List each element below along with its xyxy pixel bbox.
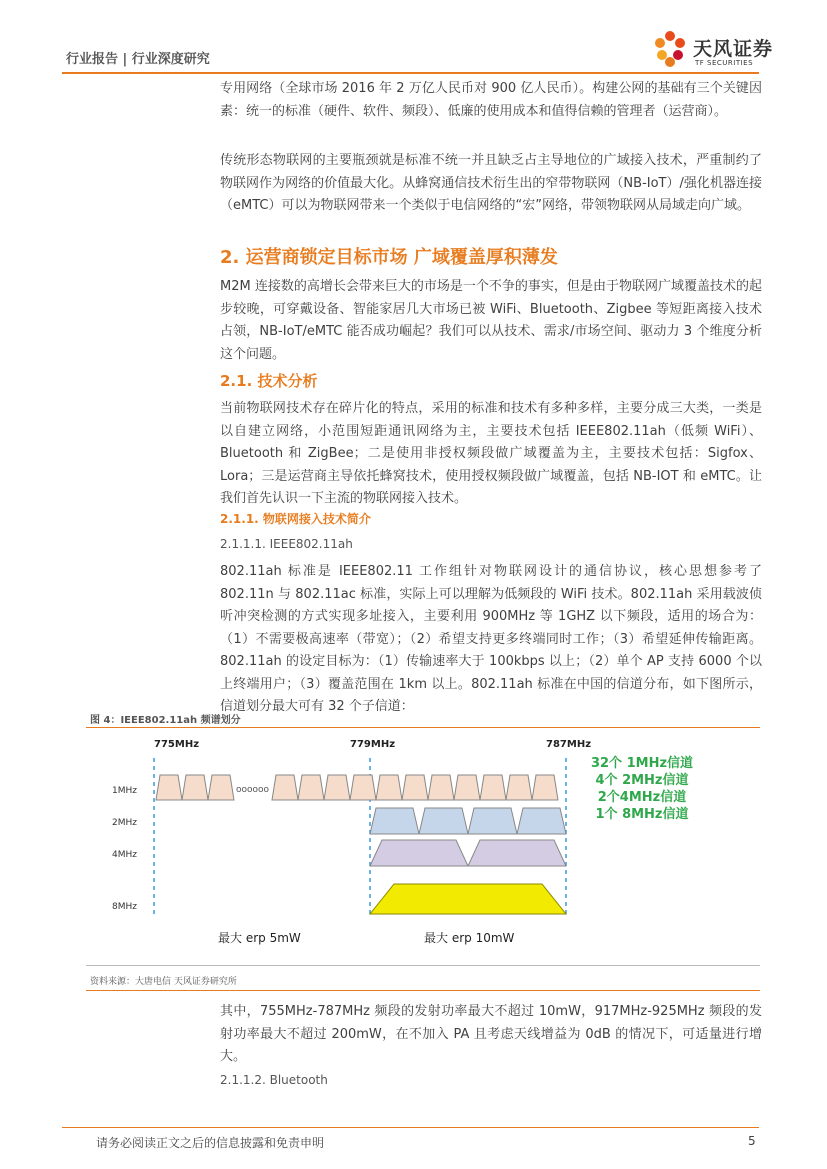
section-heading-2-1-1: 2.1.1. 物联网接入技术简介 xyxy=(220,512,371,526)
paragraph-iot-tech: 当前物联网技术存在碎片化的特点，采用的标准和技术有多种多样，主要分成三大类，一类是以自建立网络，小范围短距通讯网络为主，主要技术包括 IEEE802.11ah（低频 WiFi）、Bluetooth 和 ZigBee；二是使用非授权频段做广域覆盖为主，主要技术包括：Sigfox、Lora；三是运营商主导依托蜂窝技术，使用授权频段做广域覆盖，包括 NB-IOT 和 eMTC。让我们首先认识一下主流的物联网接入技术。 xyxy=(220,401,762,506)
spectrum-diagram xyxy=(86,730,760,970)
channel-1mhz xyxy=(272,775,298,800)
logo-flower-icon xyxy=(650,28,692,72)
channel-4mhz xyxy=(370,840,468,866)
logo-name: 天风证券 xyxy=(693,38,774,60)
footer-disclaimer: 请务必阅读正文之后的信息披露和免责申明 xyxy=(96,1136,325,1150)
channel-1mhz xyxy=(182,775,208,800)
figure-top-divider xyxy=(86,727,760,728)
erp-right: 最大 erp 10mW xyxy=(424,931,515,945)
channel-1mhz xyxy=(350,775,376,800)
section-heading-2-1: 2.1. 技术分析 xyxy=(220,372,318,390)
logo-subtitle: TF SECURITIES xyxy=(695,59,754,67)
figure-bottom-divider xyxy=(86,965,760,966)
channel-1mhz xyxy=(324,775,350,800)
paragraph-bottleneck: 传统形态物联网的主要瓶颈就是标准不统一并且缺乏占主导地位的广域接入技术，严重制约了物联网作为网络的价值最大化。从蜂窝通信技术衍生出的窄带物联网（NB-IoT）/强化机器连接（eMTC）可以为物联网带来一个类似于电信网络的“宏”网络，带领物联网从局域走向广域。 xyxy=(220,153,762,213)
freq-label-787: 787MHz xyxy=(546,739,592,750)
row-label-1mhz: 1MHz xyxy=(112,786,137,796)
figure-title: 图 4：IEEE802.11ah 频谱划分 xyxy=(90,715,241,726)
paragraph-m2m: M2M 连接数的高增长会带来巨大的市场是一个不争的事实，但是由于物联网广域覆盖技术的起步较晚，可穿戴设备、智能家居几大市场已被 WiFi、Bluetooth、Zigbee 等短距离接入技术占领，NB-IoT/eMTC 能否成功崛起？我们可以从技术、需求/市场空间、驱动力 3 个维度分析这个问题。 xyxy=(220,279,762,362)
paragraph-public-network: 专用网络（全球市场 2016 年 2 万亿人民币对 900 亿人民币）。构建公网的基础有三个关键因素：统一的标准（硬件、软件、频段）、低廉的使用成本和值得信赖的管理者（运营商）。 xyxy=(220,81,762,119)
channel-1mhz xyxy=(156,775,182,800)
section-heading-ieee80211ah: 2.1.1.1. IEEE802.11ah xyxy=(220,537,353,551)
paragraph-80211ah: 802.11ah 标准是 IEEE802.11 工作组针对物联网设计的通信协议，核心思想参考了 802.11n 与 802.11ac 标准，实际上可以理解为低频段的 WiFi 技术。802.11ah 采用载波侦听冲突检测的方式实现多址接入，主要利用 900MHz 等 1GHZ 以下频段，适用的场合为：（1）不需要极高速率（带宽）；（2）希望支持更多终端同时工作；（3）希望延伸传输距离。802.11ah 的设定目标为：（1）传输速率大于 100kbps 以上；（2）单个 AP 支持 6000 个以上终端用户；（3）覆盖范围在 1km 以上。802.11ah 标准在中国的信道分布，如下图所示，信道划分最大可有 32 个子信道： xyxy=(220,564,762,714)
channel-1mhz xyxy=(428,775,454,800)
section-heading-2: 2. 运营商锁定目标市场 广域覆盖厚积薄发 xyxy=(220,247,558,268)
source-divider xyxy=(86,990,760,991)
channel-1mhz xyxy=(454,775,480,800)
row-label-2mhz: 2MHz xyxy=(112,818,137,828)
channel-1mhz xyxy=(208,775,234,800)
channel-1mhz xyxy=(532,775,558,800)
section-heading-bluetooth: 2.1.1.2. Bluetooth xyxy=(220,1073,328,1087)
channel-1mhz xyxy=(298,775,324,800)
legend-2mhz: 4个 2MHz信道 xyxy=(595,773,689,788)
row-label-8mhz: 8MHz xyxy=(112,902,137,912)
page-number: 5 xyxy=(748,1134,756,1148)
channels-4mhz xyxy=(370,840,566,866)
channel-2mhz xyxy=(370,808,419,834)
channels-1mhz xyxy=(156,775,558,800)
figure-source: 资料来源：大唐电信 天风证券研究所 xyxy=(90,977,237,987)
channel-2mhz xyxy=(468,808,517,834)
channel-1mhz xyxy=(402,775,428,800)
row-label-4mhz: 4MHz xyxy=(112,850,137,860)
legend-1mhz: 32个 1MHz信道 xyxy=(590,756,694,771)
freq-label-775: 775MHz xyxy=(154,739,200,750)
erp-left: 最大 erp 5mW xyxy=(218,931,301,945)
freq-label-779: 779MHz xyxy=(350,739,396,750)
channel-2mhz xyxy=(517,808,566,834)
channel-1mhz xyxy=(506,775,532,800)
report-type: 行业报告 | 行业深度研究 xyxy=(66,52,210,67)
paragraph-power: 其中，755MHz-787MHz 频段的发射功率最大不超过 10mW，917MHz-925MHz 频段的发射功率最大不超过 200mW，在不加入 PA 且考虑天线增益为 0dB 的情况下，可适量进行增大。 xyxy=(220,1004,762,1064)
ellipsis-dots: oooooo xyxy=(236,785,270,795)
legend-4mhz: 2个4MHz信道 xyxy=(597,790,687,805)
channel-2mhz xyxy=(419,808,468,834)
channel-1mhz xyxy=(480,775,506,800)
channel-1mhz xyxy=(376,775,402,800)
legend-8mhz: 1个 8MHz信道 xyxy=(595,807,689,822)
channels-2mhz xyxy=(370,808,566,834)
channel-8mhz xyxy=(370,884,566,914)
channels-8mhz xyxy=(370,884,566,914)
header-divider xyxy=(62,72,759,74)
channel-4mhz xyxy=(468,840,566,866)
footer-divider xyxy=(62,1127,759,1128)
